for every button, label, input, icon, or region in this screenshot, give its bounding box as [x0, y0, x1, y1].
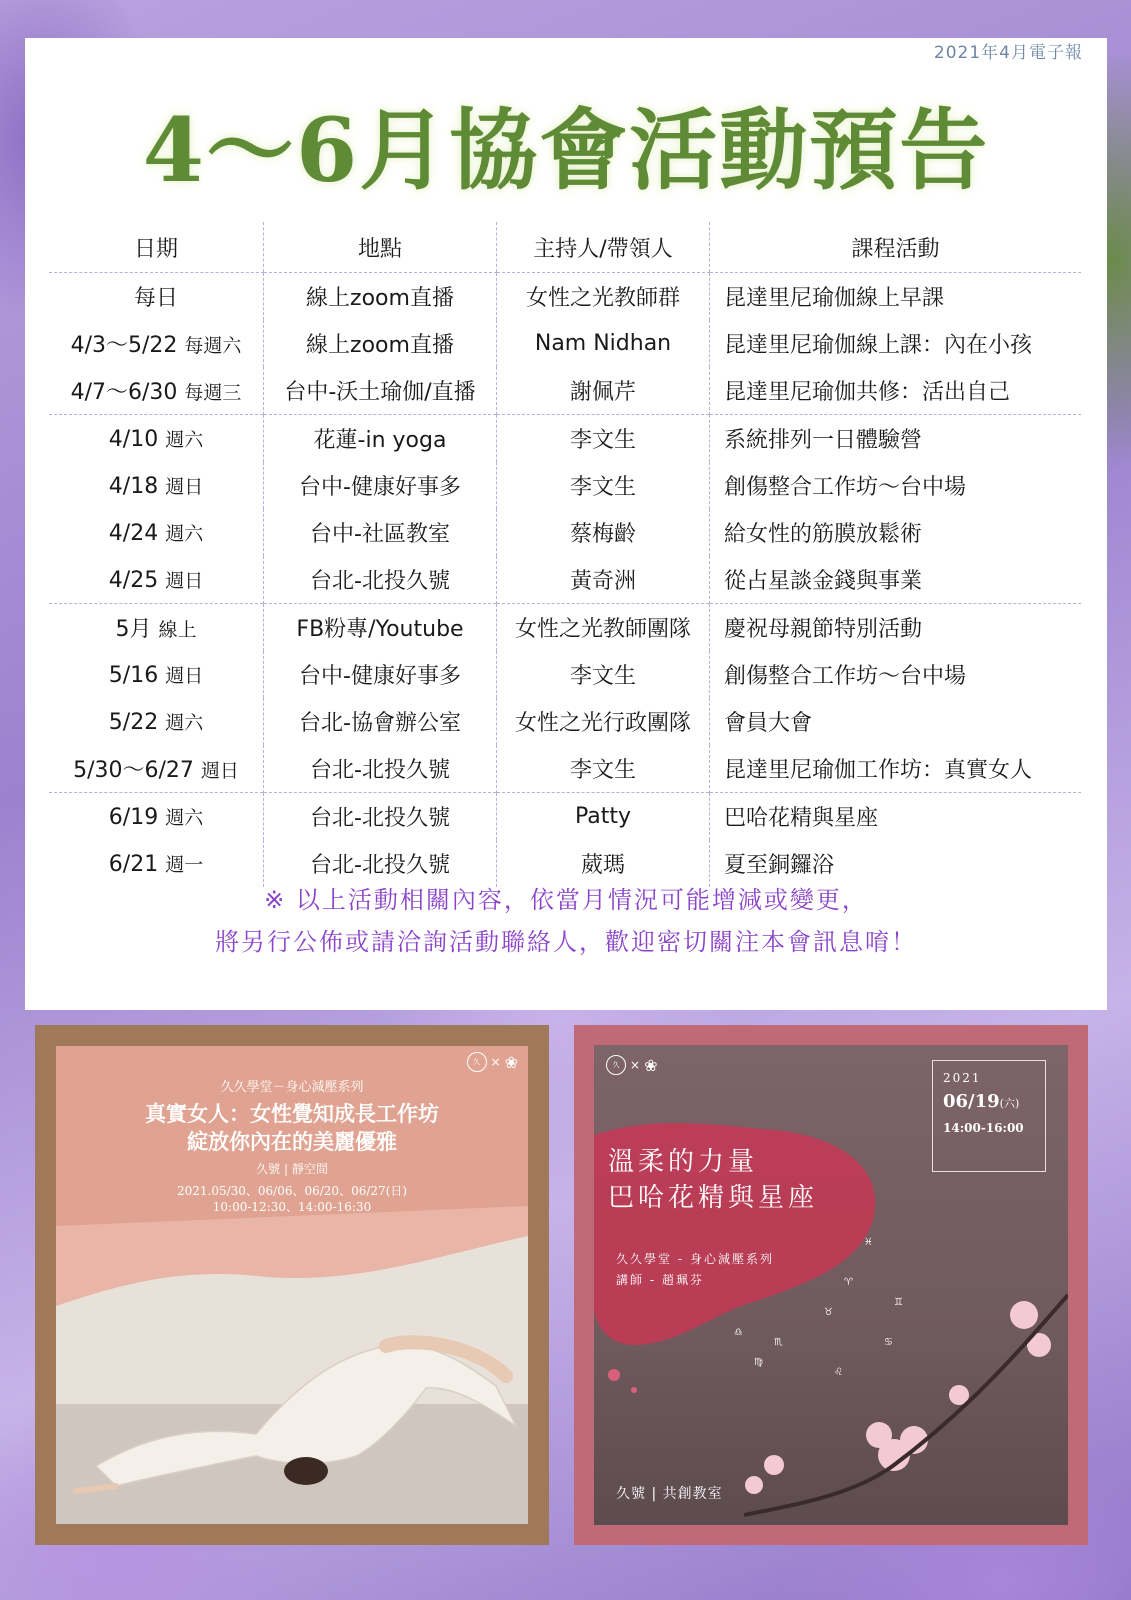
- cell-date: [49, 509, 264, 556]
- cell-host: 李文生: [497, 462, 710, 509]
- lotus-logo-icon: ❀: [644, 1055, 658, 1075]
- poster2-title-1: 溫柔的力量: [608, 1147, 759, 1177]
- table-row: [49, 556, 1081, 604]
- cell-host: 女性之光教師群: [497, 273, 710, 321]
- table-row: [49, 604, 1081, 652]
- cell-place: 花蓮-in yoga: [264, 415, 497, 463]
- cell-activity: 給女性的筋膜放鬆術: [710, 509, 1082, 556]
- cell-date-value: 5月: [115, 617, 152, 642]
- cell-host: 李文生: [497, 745, 710, 793]
- poster-true-woman[interactable]: [35, 1025, 549, 1545]
- note-line-1: ※ 以上活動相關內容，依當月情況可能增減或變更，: [264, 886, 868, 914]
- poster-bach-flower[interactable]: [574, 1025, 1088, 1545]
- cell-date: [49, 415, 264, 463]
- cell-weekday: 週一: [165, 854, 204, 876]
- table-row: [49, 509, 1081, 556]
- cell-weekday: 週日: [200, 760, 239, 782]
- cell-weekday: 每週六: [184, 335, 242, 357]
- poster1-dates: 2021.05/30、06/06、06/20、06/27(日): [176, 1184, 408, 1198]
- cell-activity: 昆達里尼瑜伽共修：活出自己: [710, 367, 1082, 415]
- event-date-line: [943, 1091, 1019, 1112]
- cell-date: [49, 604, 264, 652]
- cell-date-value: 4/18: [108, 474, 159, 499]
- table-row: [49, 273, 1081, 321]
- column-header-date: 日期: [49, 222, 264, 273]
- poster-true-woman-image: [56, 1046, 528, 1524]
- cell-host: 女性之光行政團隊: [497, 698, 710, 745]
- svg-text:♏: ♏: [774, 1337, 783, 1348]
- poster2-logos: [606, 1055, 657, 1075]
- cell-date-value: 6/19: [108, 805, 159, 830]
- cell-date: [49, 745, 264, 793]
- svg-text:♋: ♋: [884, 1337, 893, 1348]
- cell-weekday: 週日: [165, 665, 204, 687]
- cell-place: 台北-北投久號: [264, 556, 497, 604]
- cell-weekday: 週六: [165, 807, 204, 829]
- cell-place: FB粉專/Youtube: [264, 604, 497, 652]
- cell-weekday: 週六: [165, 429, 204, 451]
- poster2-footer: 久號 | 共創教室: [616, 1486, 723, 1502]
- lotus-logo-icon: ❀: [504, 1052, 518, 1072]
- svg-text:♎: ♎: [734, 1327, 743, 1338]
- svg-text:♉: ♉: [824, 1307, 833, 1318]
- column-header-host: 主持人/帶領人: [497, 222, 710, 273]
- table-row: [49, 745, 1081, 793]
- poster-bach-flower-image: [594, 1045, 1068, 1525]
- cell-date: [49, 320, 264, 367]
- cell-place: 台中-健康好事多: [264, 651, 497, 698]
- cell-place: 台中-沃土瑜伽/直播: [264, 367, 497, 415]
- svg-text:♈: ♈: [844, 1277, 853, 1288]
- times-icon: ×: [630, 1058, 641, 1072]
- poster2-teacher: 講師 - 趙珮芬: [616, 1273, 704, 1287]
- table-row: [49, 367, 1081, 415]
- cell-date: [49, 556, 264, 604]
- event-date: 06/19: [943, 1091, 1000, 1112]
- cell-weekday: 線上: [158, 619, 197, 641]
- poster1-title-1: 真實女人：女性覺知成長工作坊: [145, 1101, 439, 1126]
- cell-host: 蔡梅齡: [497, 509, 710, 556]
- cell-weekday: 每週三: [184, 382, 242, 404]
- cell-host: 葳瑪: [497, 840, 710, 887]
- event-weekday: (六): [999, 1097, 1020, 1110]
- cell-host: 黃奇洲: [497, 556, 710, 604]
- times-icon: ×: [490, 1055, 501, 1069]
- cell-activity: 昆達里尼瑜伽線上課：內在小孩: [710, 320, 1082, 367]
- poster1-venue: 久號 | 靜空間: [256, 1162, 328, 1176]
- event-time: 14:00-16:00: [943, 1121, 1024, 1135]
- poster1-title-2: 綻放你內在的美麗優雅: [187, 1129, 397, 1154]
- schedule-table: [49, 222, 1081, 887]
- svg-text:♓: ♓: [864, 1237, 873, 1248]
- page-title: 4～6月協會活動預告: [142, 98, 990, 202]
- cell-date: [49, 273, 264, 321]
- poster2-title-2: 巴哈花精與星座: [608, 1183, 819, 1213]
- poster2-series: 久久學堂 - 身心減壓系列: [616, 1252, 774, 1266]
- cell-date-value: 4/7～6/30: [70, 380, 178, 405]
- cell-weekday: 週日: [165, 570, 204, 592]
- cell-weekday: 週六: [165, 523, 204, 545]
- table-row: [49, 320, 1081, 367]
- cell-date-value: 每日: [133, 286, 178, 311]
- cell-activity: 創傷整合工作坊～台中場: [710, 462, 1082, 509]
- cell-place: 台北-北投久號: [264, 745, 497, 793]
- cell-place: 線上zoom直播: [264, 320, 497, 367]
- cell-date: [49, 698, 264, 745]
- cell-date-value: 4/25: [108, 568, 159, 593]
- cell-date-value: 4/3～5/22: [70, 333, 178, 358]
- cell-date: [49, 651, 264, 698]
- cell-place: 台中-社區教室: [264, 509, 497, 556]
- table-row: [49, 793, 1081, 841]
- column-header-place: 地點: [264, 222, 497, 273]
- table-header-row: [49, 222, 1081, 273]
- cell-host: 李文生: [497, 651, 710, 698]
- cell-activity: 從占星談金錢與事業: [710, 556, 1082, 604]
- cell-weekday: 週日: [165, 476, 204, 498]
- column-header-activity: 課程活動: [710, 222, 1082, 273]
- poster1-series: 久久學堂－身心減壓系列: [220, 1080, 364, 1095]
- cell-date: [49, 793, 264, 841]
- cell-activity: 巴哈花精與星座: [710, 793, 1082, 841]
- cell-place: 台北-北投久號: [264, 840, 497, 887]
- cell-host: Patty: [497, 793, 710, 841]
- cell-place: 台北-協會辦公室: [264, 698, 497, 745]
- cell-host: 李文生: [497, 415, 710, 463]
- cell-date-value: 6/21: [108, 852, 159, 877]
- poster1-logos: [467, 1052, 518, 1072]
- circle-logo-icon: 久: [606, 1055, 626, 1075]
- note-line-2: 將另行公佈或請洽詢活動聯絡人，歡迎密切關注本會訊息唷！: [215, 928, 917, 956]
- cell-date-value: 5/22: [108, 710, 159, 735]
- cell-activity: 會員大會: [710, 698, 1082, 745]
- cell-date-value: 4/10: [108, 427, 159, 452]
- cell-activity: 昆達里尼瑜伽線上早課: [710, 273, 1082, 321]
- cell-date-value: 5/16: [108, 663, 159, 688]
- svg-text:♌: ♌: [834, 1367, 843, 1378]
- cell-activity: 慶祝母親節特別活動: [710, 604, 1082, 652]
- cell-date: [49, 367, 264, 415]
- schedule-panel: [25, 38, 1107, 1010]
- event-date-box: [932, 1060, 1046, 1172]
- cell-activity: 夏至銅鑼浴: [710, 840, 1082, 887]
- cell-date: [49, 462, 264, 509]
- table-row: [49, 415, 1081, 463]
- cell-place: 台中-健康好事多: [264, 462, 497, 509]
- cell-place: 台北-北投久號: [264, 793, 497, 841]
- circle-logo-icon: 久: [467, 1052, 487, 1072]
- event-year: 2021: [943, 1071, 982, 1085]
- cell-activity: 系統排列一日體驗營: [710, 415, 1082, 463]
- cell-host: 謝佩芹: [497, 367, 710, 415]
- issue-label: 2021年4月電子報: [933, 43, 1083, 63]
- table-row: [49, 462, 1081, 509]
- cell-weekday: 週六: [165, 712, 204, 734]
- svg-text:♊: ♊: [894, 1297, 903, 1308]
- table-row: [49, 651, 1081, 698]
- cell-host: Nam Nidhan: [497, 320, 710, 367]
- cell-place: 線上zoom直播: [264, 273, 497, 321]
- cell-host: 女性之光教師團隊: [497, 604, 710, 652]
- yoga-figure-illustration: [56, 1316, 528, 1524]
- cell-activity: 創傷整合工作坊～台中場: [710, 651, 1082, 698]
- poster1-times: 10:00-12:30、14:00-16:30: [212, 1200, 372, 1214]
- svg-text:♍: ♍: [754, 1357, 763, 1368]
- cell-activity: 昆達里尼瑜伽工作坊：真實女人: [710, 745, 1082, 793]
- cell-date-value: 4/24: [108, 521, 159, 546]
- table-row: [49, 698, 1081, 745]
- cell-date-value: 5/30～6/27: [73, 758, 194, 783]
